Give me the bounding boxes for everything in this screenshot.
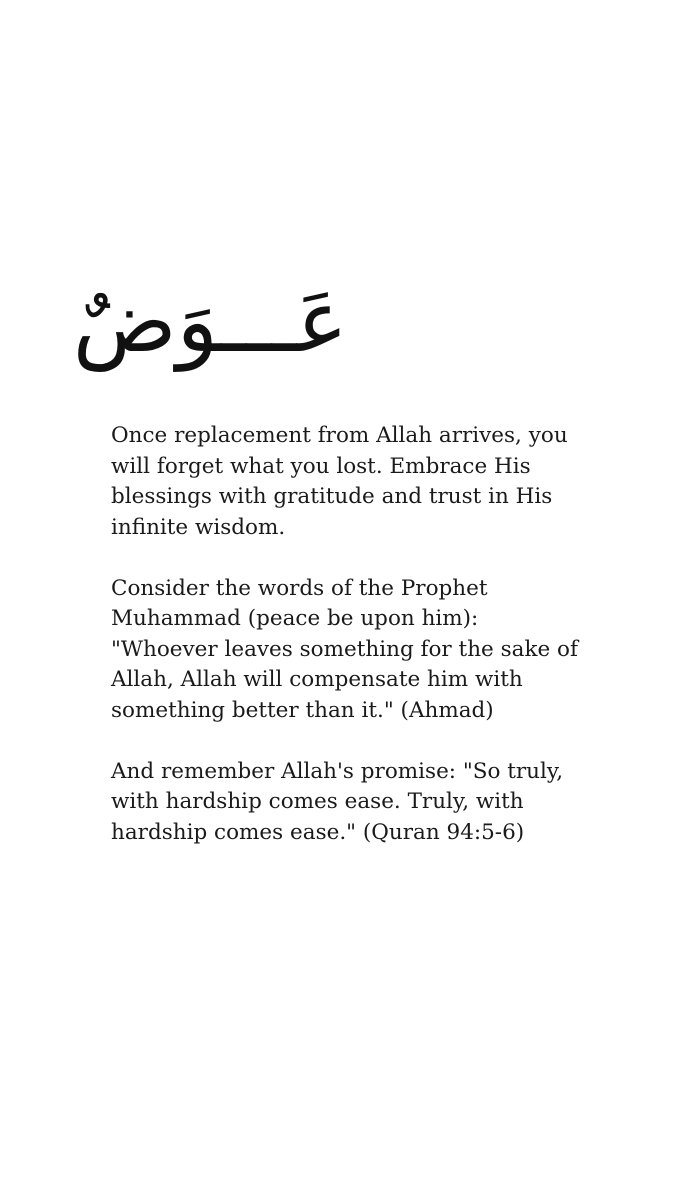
paragraph-quran: And remember Allah's promise: "So truly, with hardship comes ease. Truly, with hardship comes ease." (Quran 94:5-6) <box>111 758 564 845</box>
body-text <box>111 421 591 879</box>
paragraph-hadith: Consider the words of the Prophet Muhammad (peace be upon him): "Whoever leaves something for the sake of Allah, Allah will compensate him with something better than it." (Ahmad) <box>111 575 578 723</box>
arabic-title: عَـــوَضٌ <box>72 272 348 372</box>
paragraph-replacement: Once replacement from Allah arrives, you will forget what you lost. Embrace His blessings with gratitude and trust in His infinite wisdom. <box>111 423 568 540</box>
